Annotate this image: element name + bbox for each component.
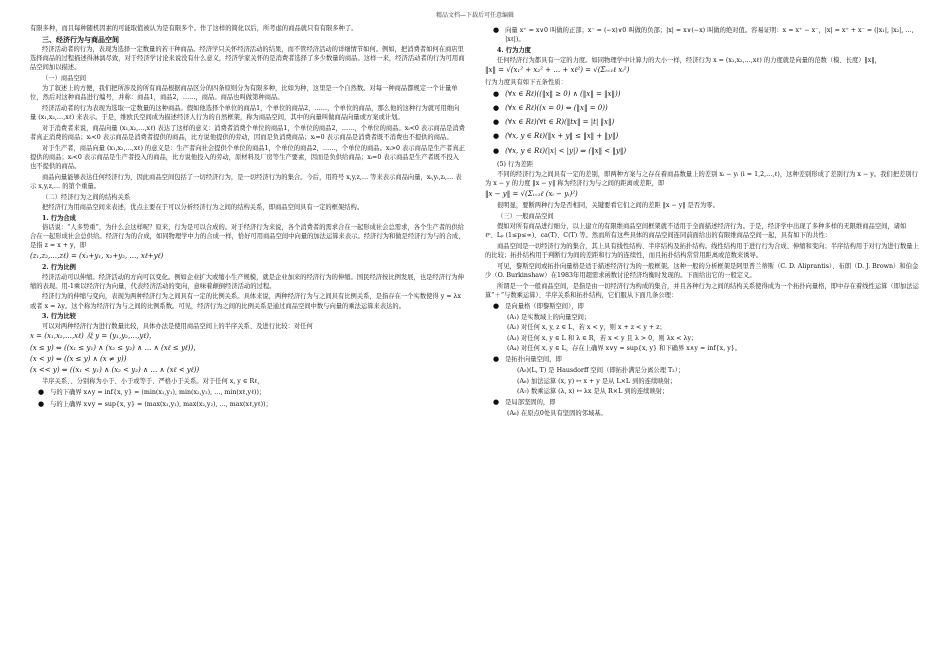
axiom: (A₄) 对任何 x, y ∈ L，存在上确界 x∨y = sup{x, y} 和下确界 x∧y = inf{x, y}。 [507, 344, 742, 352]
formula: ‖x‖ = √(x₁² + x₂² + … + xℓ²) = √(Σᵢ₌₁ℓ xᵢ²) [485, 66, 630, 75]
axiom: (A₇) 数乘运算 (λ, x) ↦ λx 是从 R×L 到的连续映射； [517, 387, 669, 395]
paragraph: 经济活动可以伸缩。经济活动的方向可以变化。例如企业扩大或缩小生产规模，就是企业加来的经济行为的伸缩。国民经济按比例发展，也是经济行为伸缩的表现。用-1乘以经济行为向量，代表经济活动的变向，意味着颠倒经济活动的过程。 [30, 273, 464, 290]
bullet-dot-icon: ● [493, 146, 500, 155]
paragraph: 有限多种，而且每种随机因素的可能取值被认为是有限多个。作了这样的简化以后，所考虑的商品就只有有限多种了。 [30, 25, 358, 32]
bullet-dot-icon: ● [493, 118, 500, 127]
bullet-dot-icon: ● [38, 388, 45, 397]
left-column [30, 24, 465, 662]
formula: (x << y) ⇔ ((x₁ < y₁) ∧ (x₂ < y₂) ∧ … ∧ (xℓ < yℓ)) [30, 365, 200, 374]
formula: x = (x₁,x₂,…,xℓ) 及 y = (y₁,y₂,…,yℓ)， [30, 332, 157, 341]
bullet-dot-icon: ● [493, 26, 500, 34]
formula: (x ≤ y) ⇔ ((x₁ ≤ y₁) ∧ (x₂ ≤ y₂) ∧ … ∧ (xℓ ≤ yℓ))， [30, 343, 201, 352]
paragraph: 经济行为的伸缩与变向，表现为两种经济行为之间具有一定的比例关系。具体来说，两种经济行为与之间具有比例关系，是指存在一个实数使得 y = λx 或者 x = λy。这个称为经济行为与之间的比例系数。可见，经济行为之间的比例关系是通过商品空间中数与向量的乘法运算来表达的。 [30, 293, 462, 310]
paragraph: 可以对两种经济行为进行数量比较，具体办法是使用商品空间上的半序关系、及进行比较：对任何 [42, 322, 313, 330]
bullet-item: ● 与的上确界 x∨y = sup{x, y} = (max(x₁,y₁), max(x₂,y₂), …, max(xℓ,yℓ))； [38, 399, 272, 408]
property-item: ● (∀x ∈ Rℓ)((‖x‖ ≥ 0) ∧ (‖x‖ = ‖x‖)) [493, 89, 621, 98]
paragraph: 为了叙述上的方便，我们把所涉及的所有商品根据商品区分的四条原则分为有限多种，比如为种，这里是一个自然数。对每一种商品都规定一个计量单位，然后对这种商品进行编号，并称：商品1，商品2，……，商品。商品也叫做第种商品。 [30, 85, 458, 102]
axiom: (A₆) 加法运算 (x, y) ↦ x + y 是从 L×L 到的连续映射； [517, 377, 677, 385]
paragraph: 行为力度具有如下五条性质： [485, 78, 567, 86]
item-heading: 1. 行为合成 [42, 214, 76, 222]
bullet-dot-icon: ● [493, 89, 500, 98]
paragraph: 不同的经济行为之间具有一定的差别，即两种方案与之存在着商品数量上的差别 xᵢ − yᵢ (i = 1,2,…,ℓ)，这种差别形成了差别行为 x − y。我们把差别行为 x − y 的力度 ‖x − y‖ 称为经济行为与之间的距离或差距，即 [485, 170, 918, 188]
bullet-item: ● 向量 x⁺ = x∨0 叫做的正部；x⁻ = (−x)∨0 叫做的负部；|x| = x∨(−x) 叫做的绝对值。容易证明：x = x⁺ − x⁻，|x| = x⁺ + x⁻ = (|x₁|, |x₂|, …, |xℓ|)。 [493, 26, 914, 44]
paragraph: 很明显，要断两种行为是否相同，关键要看它们之间的差距 ‖x − y‖ 是否为零。 [497, 202, 719, 210]
bullet-dot-icon: ● [493, 302, 500, 311]
paragraph: 把经济行为用商品空间来表述，优点主要在于可以分析经济行为之间的结构关系，即商品空间具有一定的框架结构。 [42, 204, 364, 212]
axiom: (A₂) 对任何 x, y, z ∈ L，若 x < y，则 x + z < y + z； [507, 324, 666, 332]
bullet-dot-icon: ● [493, 397, 500, 406]
axiom: (A₃) 对任何 x, y ∈ L 和 λ ∈ R，若 x < y 且 λ > 0，则 λx < λy； [507, 334, 698, 342]
axiom-group: ● 是向量格（即黎斯空间），即 [493, 302, 584, 311]
paragraph: 对于生产者，商品向量 (x₁,x₂,…,xℓ) 的意义是：生产者向社会提供个单位的商品1，个单位的商品2，……，个单位的商品。xᵢ>0 表示商品是生产者真正提供的商品；xᵢ<0 表示商品是生产者投入的商品，比方说他投入的劳动，原材料及厂房等生产要素，因而是负供给商品；xᵢ=0 表示商品是生产者既不投入也不提供的商品。 [30, 144, 465, 171]
axiom: (A₁) 是实数域上的向量空间； [507, 314, 591, 322]
paragraph: 俗话说：“人多势重”，为什么会这样呢？原来，行为是可以合成的。对于经济行为来说，各个消费者的需求合在一起形成社会总需求，各个生产者的供给合在一起形成社会总供给。经济行为的合成，如同物理学中力的合成一样，恰好可用商品空间中向量的加法运算来表示。经济行为和做是经济行为与的合成，是指 z = x + y，即 [30, 224, 465, 250]
property-item: ● (∀x ∈ Rℓ)((x = 0) ⇔ (‖x‖ = 0)) [493, 103, 608, 112]
formula: ‖x − y‖ = √(Σᵢ₌₁ℓ (xᵢ − yᵢ)²) [485, 189, 578, 198]
paragraph: 经济活动者的行为，表现为选择一定数量的若干种商品。经济学只关怀经济活动的结果，而不管经济活动的详细情节如何。例如，把消费者如何在商店里选择商品的过程描述得淋漓尽致，对于经济学讨论来说没有什么意义，经济学家关怀的是消费者选择了多少数量的商品。这样一来，经济活动者的行为可用商品空间加以描述。 [30, 45, 465, 72]
item-heading: 3. 行为比较 [42, 313, 76, 321]
paragraph: 可见，黎斯空间或拓扑向量格是适于描述经济行为的一般框架。这种一般的分析框架是阿里普兰蒂斯（C. D. Aliprantis）、布朗（D. J. Brown）和伯金少（O. Burkinshaw）在1983年用超需求函数讨论经济均衡时发现的。下面给出它的一般定义。 [485, 262, 919, 279]
subsection-heading: （一）商品空间 [42, 75, 87, 83]
formula: (z₁,z₂,…,zℓ) = (x₁+y₁, x₂+y₂, …, xℓ+yℓ) [30, 252, 164, 261]
formula: (x < y) ⇔ ((x ≤ y) ∧ (x ≠ y)) [30, 354, 127, 363]
section-heading: 三、经济行为与商品空间 [42, 34, 119, 44]
axiom: (A₈) 在原点0处具有坚固的邻域基。 [507, 410, 607, 418]
paragraph: 任何经济行为都具有一定的力度。如同物理学中计算力的大小一样，经济行为 x = (x₁,x₂,…,xℓ) 的力度就是向量的范数（模、长度）‖x‖， [497, 56, 881, 64]
item-heading: 4. 行为力度 [497, 47, 531, 55]
axiom-group: ● 是局部坚固的，即 [493, 397, 556, 406]
paragraph: 商品向量能够表达任何经济行为，因此商品空间包括了一切经济行为，是一切经济行为的集合。今后，用符号 x,y,z,… 等来表示商品向量，xᵢ,yᵢ,zᵢ,… 表示 x,y,z,… 的第个重量。 [30, 174, 462, 191]
paragraph: 商品空间是一切经济行为的集合，其上具有线性结构、半序结构及拓扑结构。线性结构用于进行行为合成、伸缩和变向；半序结构用于对行为进行数量上的比较；拓扑结构用于判断行为间的差距和行为的连续性，而且拓扑结构常常用距离或范数来诱导。 [485, 242, 919, 260]
axiom: (A₅)(L, T) 是 Hausdorff 空间（即拓扑满足分离公理 T₂）； [517, 367, 685, 375]
item-heading: (5) 行为差距 [497, 160, 534, 168]
right-column [485, 24, 920, 662]
page-header: 精品文档—下载后可任意编辑 [435, 12, 514, 19]
bullet-item: ● 与的下确界 x∧y = inf{x, y} = (min(x₁,y₁), min(x₂,y₂), …, min(xℓ,yℓ))； [38, 388, 266, 397]
paragraph: 经济活动者的行为表现为选取一定数量的这种商品。假如他选择个单位的商品1，个单位的商品2，……，个单位的商品，那么他的这种行为就可用维向量 (x₁,x₂,…,xℓ) 来表示。于是，维欧氏空间成为描述经济人行为的自然框架，称为商品空间，其中的向量叫做商品向量或方案或计划。 [30, 105, 460, 122]
subsection-heading: （三）一般商品空间 [497, 212, 554, 220]
property-item: ● (∀x, y ∈ Rℓ)(‖x + y‖ ≤ ‖x‖ + ‖y‖) [493, 132, 619, 141]
subsection-heading: （二）经济行为之间的结构关系 [42, 193, 131, 201]
bullet-dot-icon: ● [38, 399, 45, 408]
paragraph: 所谓是一个一般商品空间，是指是由一切经济行为构成的集合，并且各种行为之间的结构关系使得成为一个拓扑向量格，即中存在着线性运算（即加法运算“＋”与数乘运算）、半序关系和拓扑结构，它们服从下面几条公理： [485, 282, 919, 299]
bullet-dot-icon: ● [493, 355, 500, 364]
item-heading: 2. 行为比例 [42, 264, 76, 272]
bullet-dot-icon: ● [493, 103, 500, 112]
bullet-dot-icon: ● [493, 132, 500, 141]
paragraph: 假如对所有商品进行细分，以上建立的有限维商品空间框架就不适用于全面描述经济行为。于是，经济学中出现了多种多样的无限维商品空间，诸如 ℓᵖ、Lₚ (1≤p≤∞)、ca(T)、C(T) 等。然而所有这些具体的商品空间连同前面给出的有限维商品空间一起，具有如下的共性： [485, 222, 907, 240]
paragraph: 对于消费者来说，商品向量 (x₁,x₂,…,xℓ) 表达了这样的意义：消费者消费个单位的商品1，个单位的商品2，……，个单位的商品。xᵢ<0 表示商品是消费者真正消费的商品；xᵢ<0 表示商品是消费者提供的商品，比方说他提供的劳动，因而是负消费商品；xᵢ=0 表示商品是消费者既不消费也不提供的商品。 [30, 125, 465, 142]
property-item: ● (∀x ∈ Rℓ)(∀t ∈ R)(‖tx‖ = |t| ‖x‖) [493, 118, 615, 127]
property-item: ● (∀x, y ∈ Rℓ)(|x| < |y|) ⇒ (‖x‖ < ‖y‖) [493, 146, 627, 155]
axiom-group: ● 是拓扑向量空间，即 [493, 355, 562, 364]
paragraph: 半序关系、、分别称为小于、小于或等于、严格小于关系。对于任何 x, y ∈ Rℓ， [42, 378, 264, 386]
